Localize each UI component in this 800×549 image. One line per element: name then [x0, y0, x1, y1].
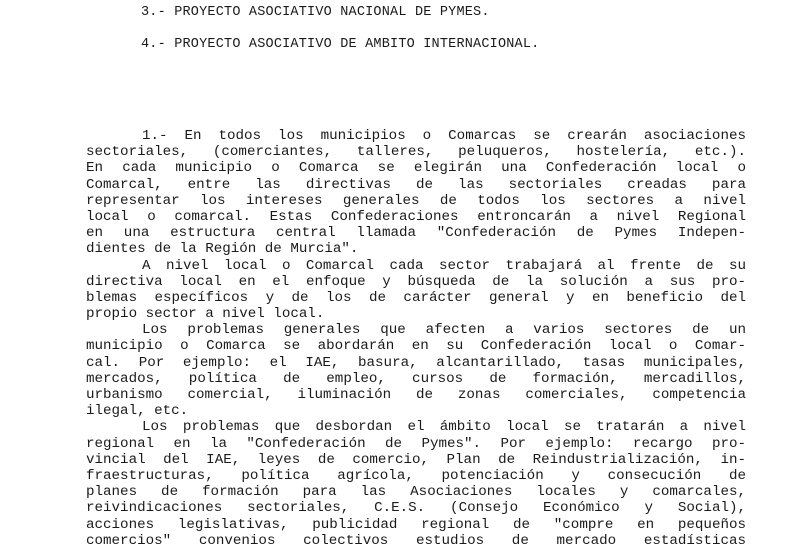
- text-line: regional en la "Confederación de Pymes". Por ejemplo: recargo pro-: [86, 435, 746, 452]
- text-line: cal. Por ejemplo: el IAE, basura, alcantarillado, tasas municipales,: [86, 354, 746, 371]
- text-line: vincial del IAE, leyes de comercio, Plan de Reindustrialización, in-: [86, 451, 746, 468]
- text-line: propio sector a nivel local.: [86, 306, 325, 323]
- text-line: Los problemas que desbordan el ámbito local se tratarán a nivel: [142, 419, 746, 436]
- text-line: 1.- En todos los municipios o Comarcas se crearán asociaciones: [142, 128, 746, 144]
- text-line: Comarcal, entre las directivas de las sectoriales creadas para: [86, 176, 746, 193]
- text-line: fraestructuras, política agrícola, potenciación y consecución de: [86, 467, 746, 484]
- text-line: directiva local en el enfoque y búsqueda de la solución a sus pro-: [86, 273, 746, 290]
- text-line: en una estructura central llamada "Confederación de Pymes Indepen-: [86, 225, 746, 242]
- text-line: blemas específicos y de los de carácter general y en beneficio del: [86, 289, 746, 306]
- text-line: comercios" convenios colectivos estudios de mercado estadísticas: [86, 532, 746, 549]
- text-line: reivindicaciones sectoriales, C.E.S. (Consejo Económico y Social),: [86, 500, 746, 517]
- text-line: En cada municipio o Comarca se elegirán una Confederación local o: [86, 160, 746, 177]
- text-line: planes de formación para las Asociaciones locales y comarcales,: [86, 484, 746, 501]
- text-line: acciones legislativas, publicidad regional de "compre en pequeños: [86, 516, 746, 533]
- text-line: Los problemas generales que afecten a varios sectores de un: [142, 322, 746, 339]
- text-line: dientes de la Región de Murcia".: [86, 241, 359, 258]
- heading-item-4: 4.- PROYECTO ASOCIATIVO DE AMBITO INTERNACIONAL.: [141, 37, 540, 52]
- text-line: sectoriales, (comerciantes, talleres, peluqueros, hostelería, etc.).: [86, 144, 746, 161]
- text-line: A nivel local o Comarcal cada sector trabajará al frente de su: [142, 257, 746, 274]
- text-line: ilegal, etc.: [86, 403, 189, 420]
- text-line: mercados, política de empleo, cursos de formación, mercadillos,: [86, 370, 746, 387]
- text-line: representar los intereses generales de todos los sectores a nivel: [86, 192, 746, 209]
- heading-item-3: 3.- PROYECTO ASOCIATIVO NACIONAL DE PYMES.: [141, 5, 490, 20]
- body-text: [86, 128, 746, 549]
- text-line: municipio o Comarca se abordarán en su Confederación local o Comar-: [86, 338, 746, 355]
- text-line: local o comarcal. Estas Confederaciones entroncarán a nivel Regional: [86, 208, 746, 225]
- text-line: urbanismo comercial, iluminación de zonas comerciales, competencia: [86, 387, 746, 403]
